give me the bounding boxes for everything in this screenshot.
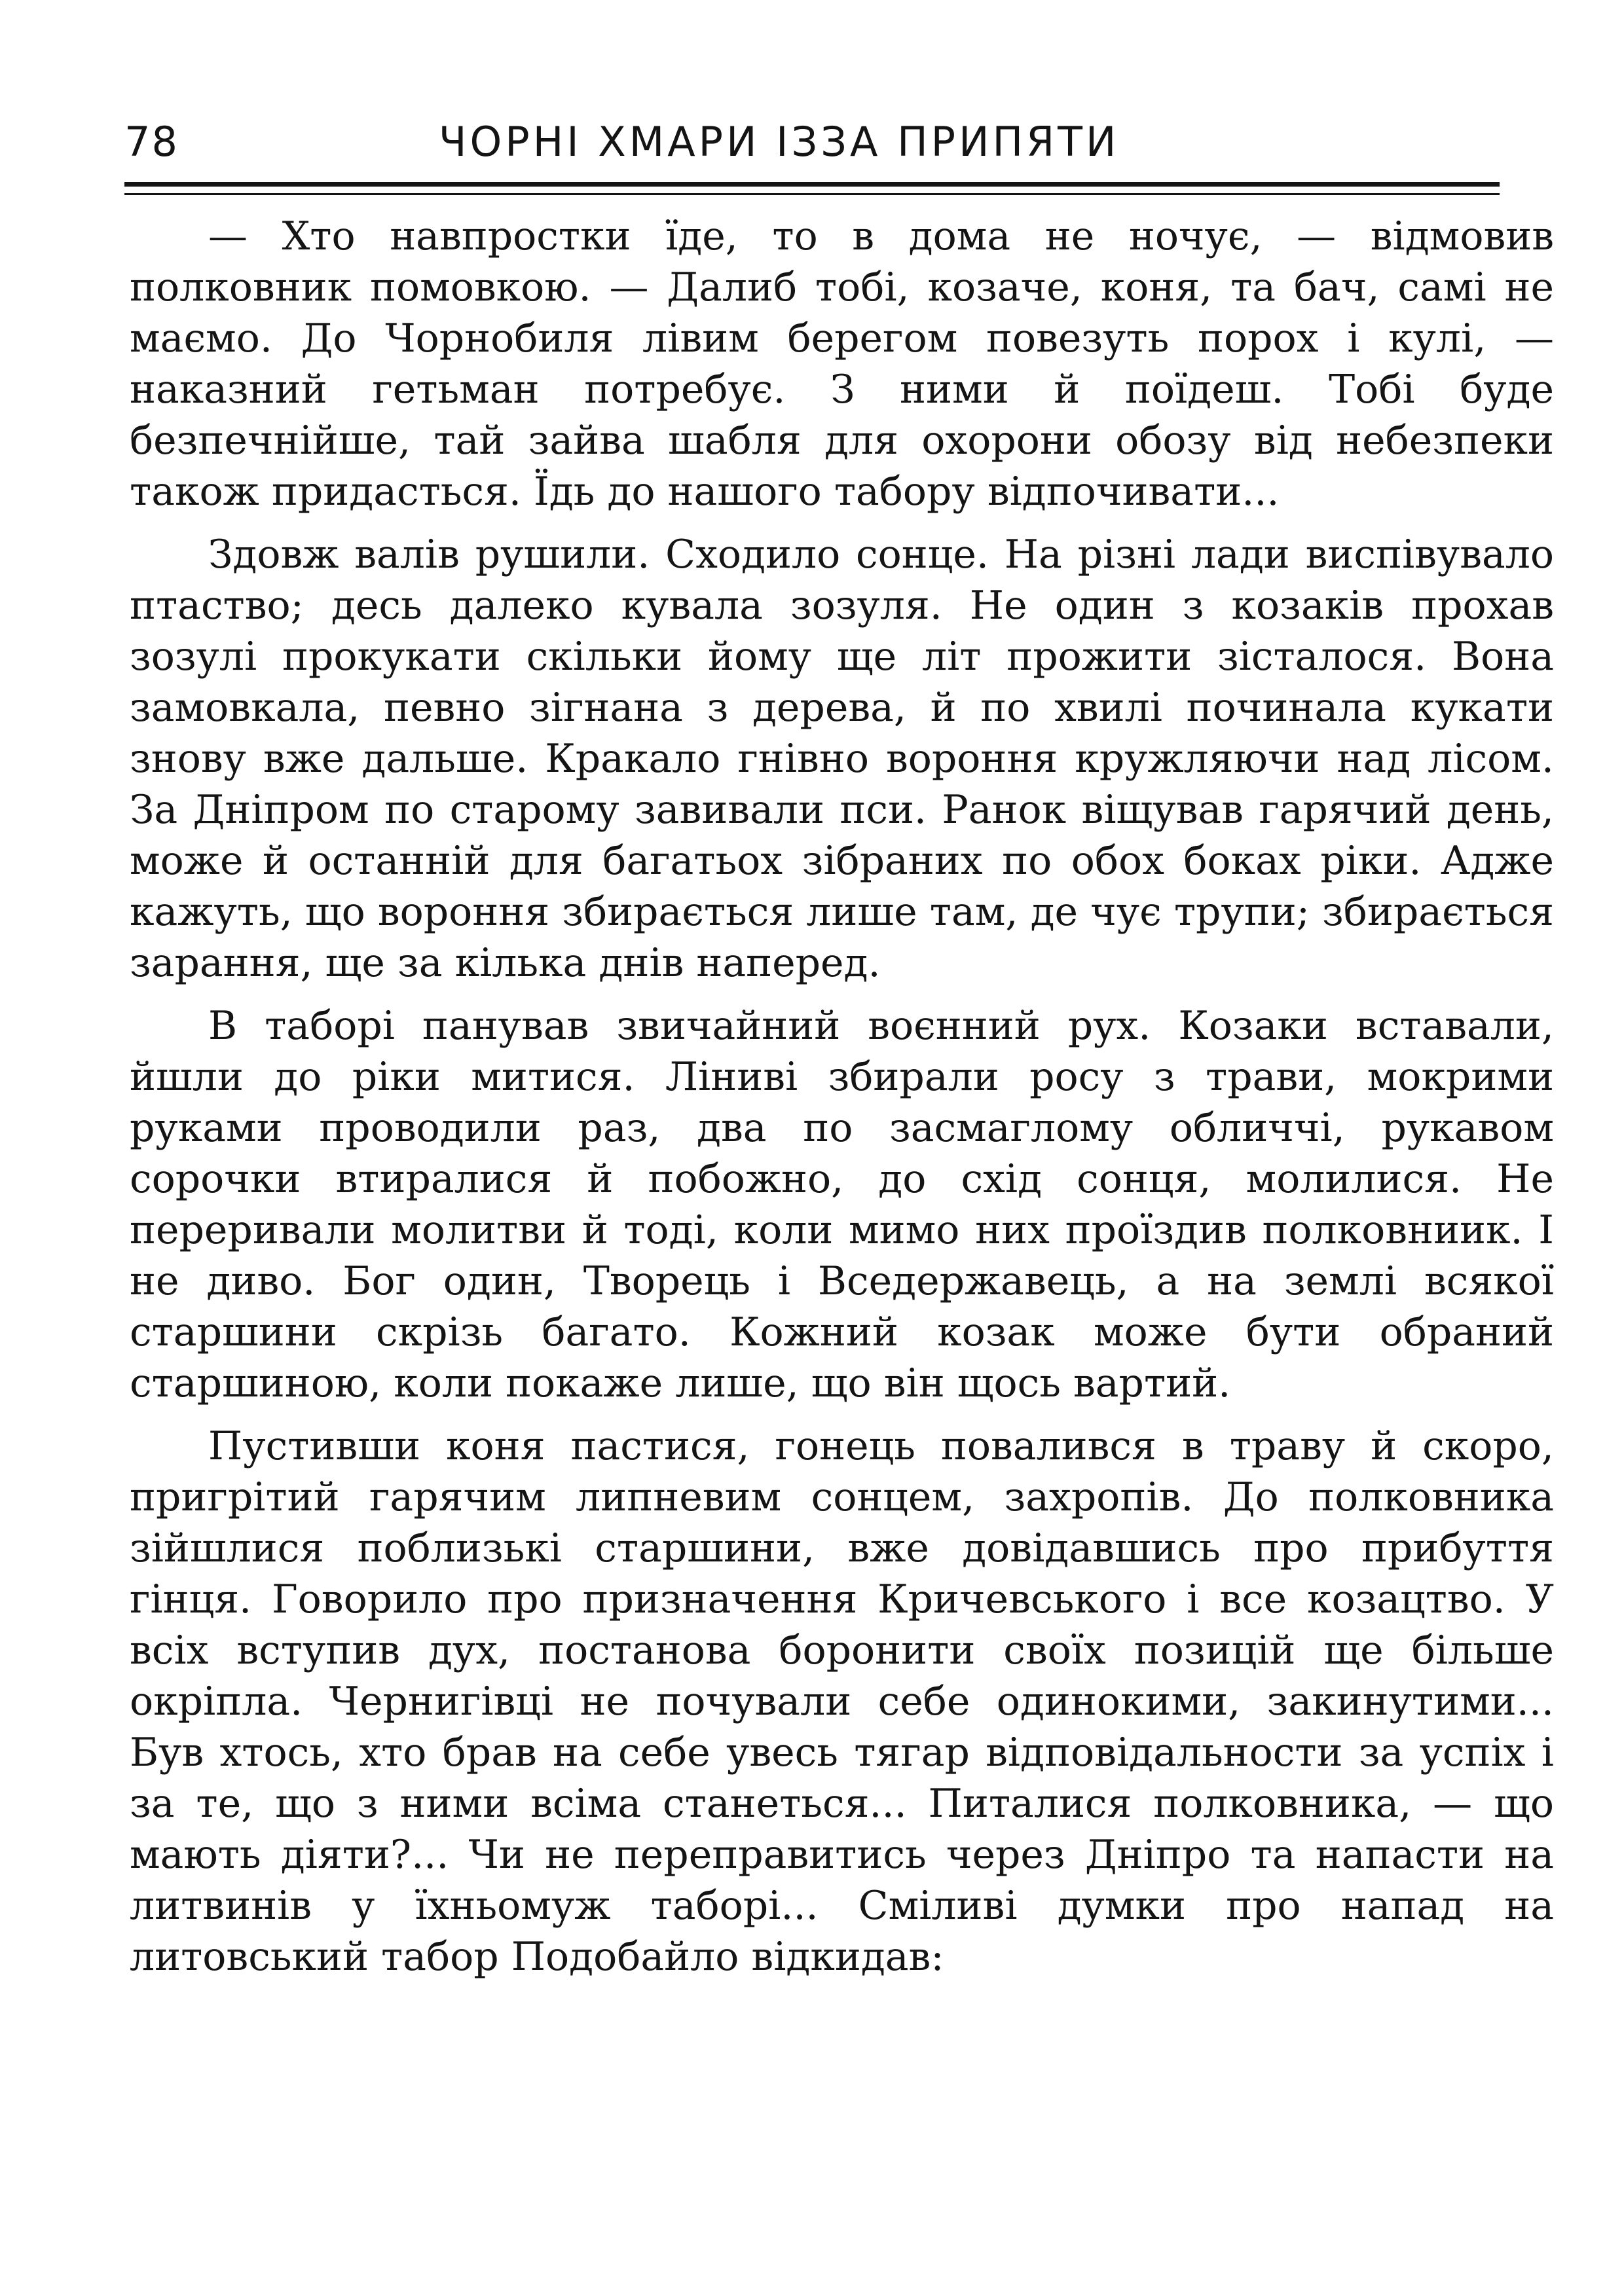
paragraph-3: В таборі панував звичайний воєнний рух. Козаки вставали, йшли до ріки митися. Ліниві збирали росу з трави, мокрими руками проводили раз, два по засмаглому обличчі, рукавом сорочки втиралися й побожно, до схід сонця, молилися. Не переривали молитви й тоді, коли мимо них проїздив полковниик. І не диво. Бог один, Творець і Вседержавець, а на землі всякої старшини скрізь багато. Кожний козак може бути обраний старшиною, коли покаже лише, що він щось вартий. (130, 1003, 1554, 1406)
body-text (130, 211, 1554, 1994)
page-header (124, 111, 1500, 183)
paragraph-2: Здовж валів рушили. Сходило сонце. На різні лади виспівувало птаство; десь далеко кувала зозуля. Не один з козаків прохав зозулі прокукати скільки йому ще літ прожити зісталося. Вона замовкала, певно зігнана з дерева, й по хвилі починала кукати знову вже дальше. Кракало гнівно вороння кружляючи над лісом. За Дніпром по старому завивали пси. Ранок віщував гарячий день, може й останній для багатьох зібраних по обох боках ріки. Адже кажуть, що вороння збирається лише там, де чує трупи; збирається зарання, ще за кілька днів наперед. (130, 532, 1554, 986)
running-title: ЧОРНІ ХМАРИ ІЗЗА ПРИПЯТИ (439, 118, 1120, 166)
page-number: 78 (124, 118, 179, 166)
header-rule-thick (124, 182, 1500, 187)
paragraph-4: Пустивши коня пастися, гонець повалився в траву й скоро, пригрітий гарячим липневим сонцем, захропів. До полковника зійшлися поблизькі старшини, вже довідавшись про прибуття гінця. Говорило про призначення Кричевського і все козацтво. У всіх вступив дух, постанова боронити своїх позицій ще більше окріпла. Чернигівці не почували себе одинокими, закинутими... Був хтось, хто брав на себе увесь тягар відповідальности за успіх і за те, що з ними всіма станеться... Питалися полковника, — що мають діяти?... Чи не переправитись через Дніпро та напасти на литвинів у їхньомуж таборі... Сміливі думки про напад на литовський табор Подобайло відкидав: (130, 1423, 1554, 1980)
paragraph-1: — Хто навпростки їде, то в дома не ночує, — відмовив полковник помовкою. — Далиб тобі, козаче, коня, та бач, самі не маємо. До Чорнобиля лівим берегом повезуть порох і кулі, — наказний гетьман потребує. З ними й поїдеш. Тобі буде безпечнійше, тай зайва шабля для охорони обозу від небезпеки також придасться. Їдь до нашого табору відпочивати... (130, 213, 1554, 515)
header-rule-thin (124, 193, 1500, 195)
